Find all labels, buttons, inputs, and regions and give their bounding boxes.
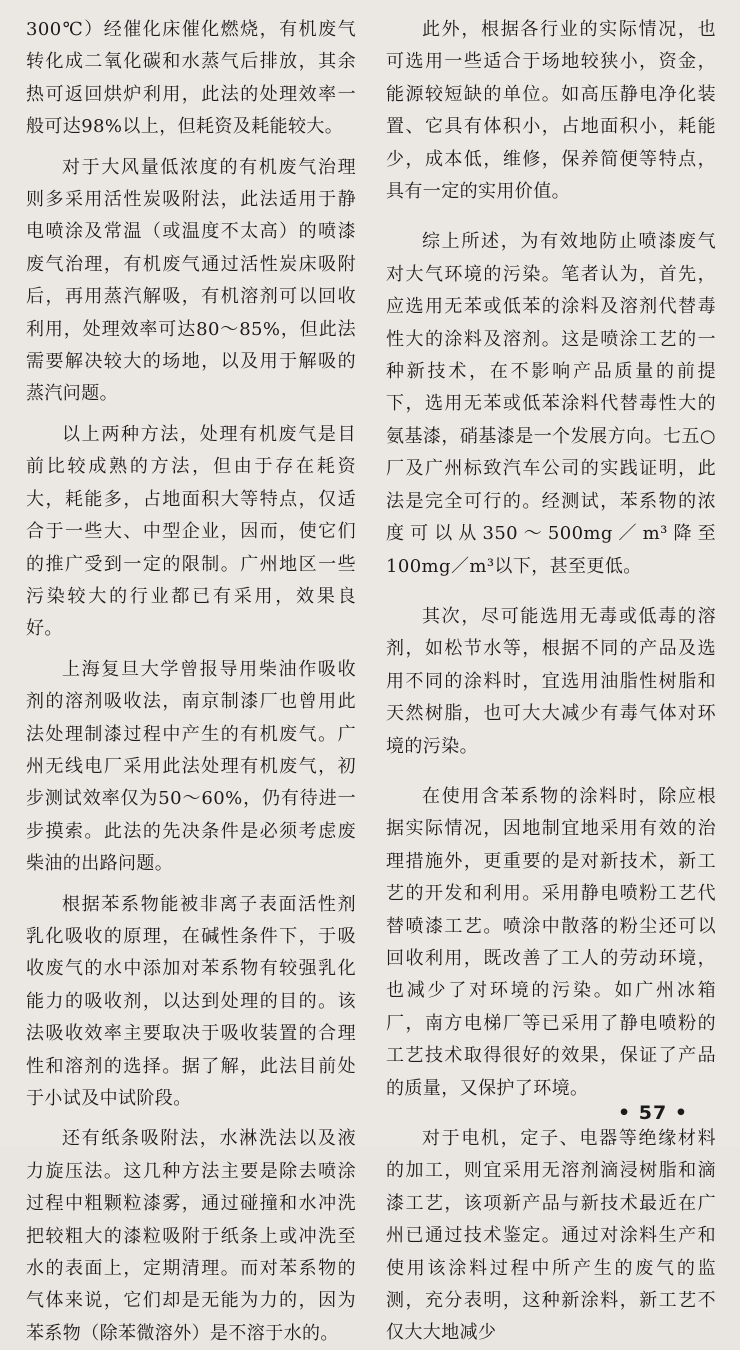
paragraph-right-1: 此外，根据各行业的实际情况，也可选用一些适合于场地较狭小，资金，能源较短缺的单位。如高压静电净化装置、它具有体积小，占地面积小，耗能少，成本低，维修，保养简便等特点，具有一定的实用价值。	[386, 19, 716, 203]
paragraph-right-4: 在使用含苯系物的涂料时，除应根据实际情况，因地制宜地采用有效的治理措施外，更重要的是对新技术，新工艺的开发和利用。采用静电喷粉工艺代替喷漆工艺。喷涂中散落的粉尘还可以回收利用，既改善了工人的劳动环境，也减少了对环境的污染。如广州冰箱厂，南方电梯厂等已采用了静电喷粉的工艺技术取得很好的效果，保证了产品的质量，又保护了环境。	[386, 785, 716, 1099]
paragraph-left-6: 还有纸条吸附法，水淋洗法以及液力旋压法。这几种方法主要是除去喷涂过程中粗颗粒漆雾，通过碰撞和水冲洗把较粗大的漆粒吸附于纸条上或冲洗至水的表面上，定期清理。而对苯系物的气体来说，它们却是无能为力的，因为苯系物（除苯微溶外）是不溶于水的。	[26, 1128, 356, 1344]
right-column	[386, 14, 716, 1350]
paragraph-right-2: 综上所述，为有效地防止喷漆废气对大气环境的污染。笔者认为，首先，应选用无苯或低苯的涂料及溶剂代替毒性大的涂料及溶剂。这是喷涂工艺的一种新技术，在不影响产品质量的前提下，选用无苯或低苯涂料代替毒性大的氨基漆，硝基漆是一个发展方向。七五○厂及广州标致汽车公司的实践证明，此法是完全可行的。经测试，苯系物的浓度可以从350～500mg／m³降至100mg／m³以下，甚至更低。	[386, 231, 716, 577]
page-number: • 57 •	[618, 1102, 688, 1124]
paragraph-left-2: 对于大风量低浓度的有机废气治理则多采用活性炭吸附法，此法适用于静电喷涂及常温（或温度不太高）的喷漆废气治理，有机废气通过活性炭床吸附后，再用蒸汽解吸，有机溶剂可以回收利用，处理效率可达80～85%，但此法需要解决较大的场地，以及用于解吸的蒸汽问题。	[26, 156, 356, 405]
paragraph-right-5: 对于电机，定子、电器等绝缘材料的加工，则宜采用无溶剂滴浸树脂和滴漆工艺，该项新产品与新技术最近在广州已通过技术鉴定。通过对涂料生产和使用该涂料过程中所产生的废气的监测，充分表明，这种新涂料，新工艺不仅大大地减少	[386, 1128, 716, 1344]
paragraph-left-3: 以上两种方法，处理有机废气是目前比较成熟的方法，但由于存在耗资大，耗能多，占地面积大等特点，仅适合于一些大、中型企业，因而，使它们的推广受到一定的限制。广州地区一些污染较大的行业都已有采用，效果良好。	[26, 423, 356, 640]
paragraph-right-3: 其次，尽可能选用无毒或低毒的溶剂，如松节水等，根据不同的产品及选用不同的涂料时，宜选用油脂性树脂和天然树脂，也可大大减少有毒气体对环境的污染。	[386, 605, 716, 757]
paragraph-left-5: 根据苯系物能被非离子表面活性剂乳化吸收的原理，在碱性条件下，于吸收废气的水中添加对苯系物有较强乳化能力的吸收剂，以达到处理的目的。该法吸收效率主要取决于吸收装置的合理性和溶剂的选择。据了解，此法目前处于小试及中试阶段。	[26, 893, 356, 1109]
paragraph-left-4: 上海复旦大学曾报导用柴油作吸收剂的溶剂吸收法，南京制漆厂也曾用此法处理制漆过程中产生的有机废气。广州无线电厂采用此法处理有机废气，初步测试效率仅为50～60%，仍有待进一步摸索。此法的先决条件是必须考虑废柴油的出路问题。	[26, 658, 356, 875]
paragraph-left-1: 300℃）经催化床催化燃烧，有机废气转化成二氧化碳和水蒸气后排放，其余热可返回烘炉利用，此法的处理效率一般可达98%以上，但耗资及耗能较大。	[26, 19, 356, 138]
left-column	[26, 14, 356, 1350]
